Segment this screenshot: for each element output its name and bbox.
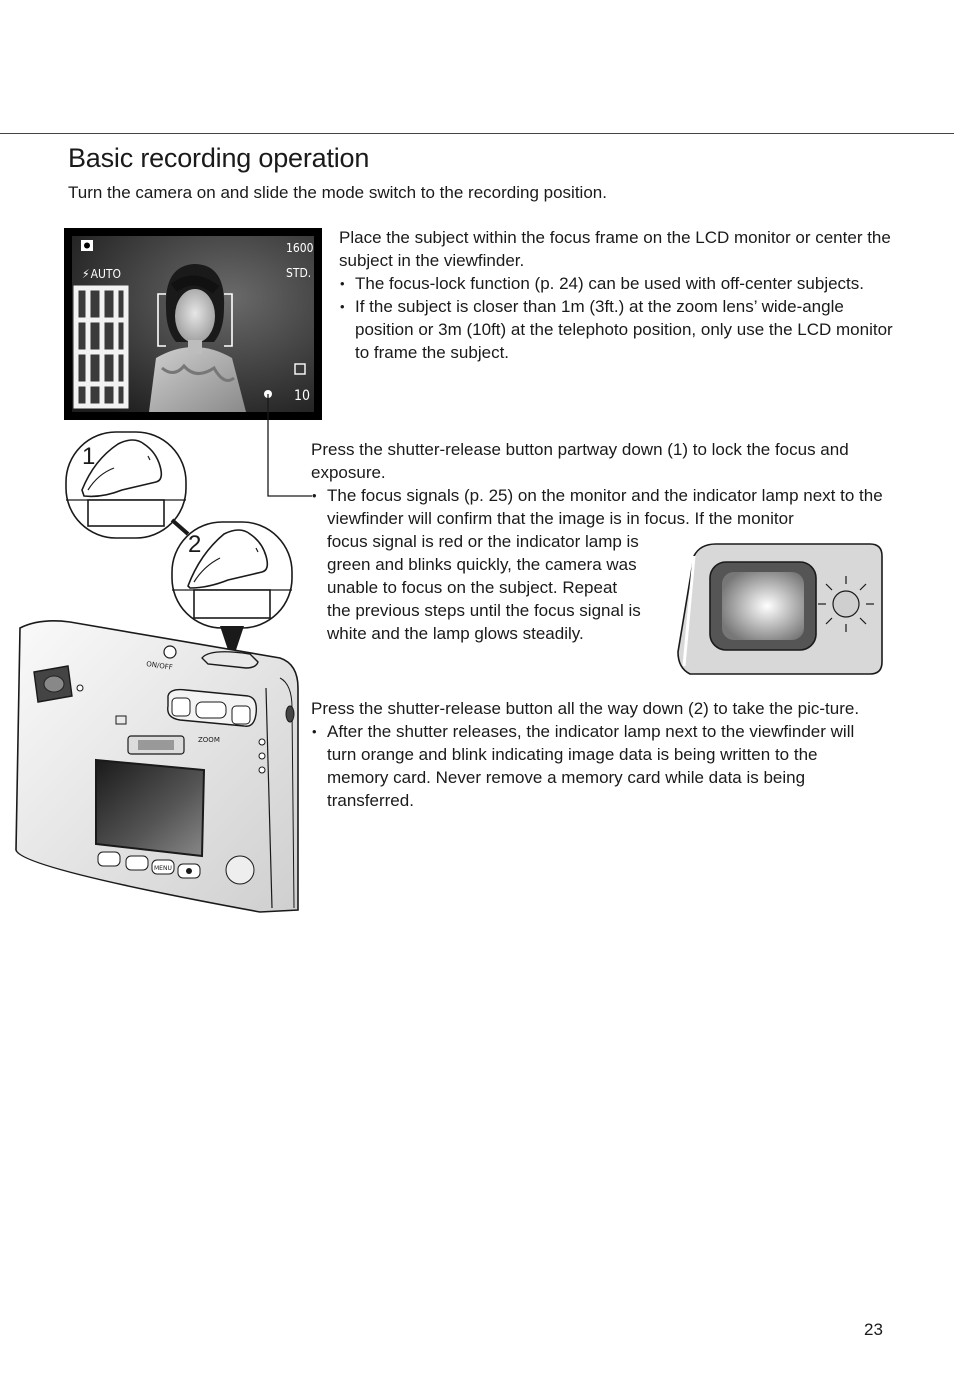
- step-three-bullets: [311, 720, 881, 812]
- step-two-paragraph: Press the shutter-release button partway down (1) to lock the focus and exposure.: [311, 440, 849, 482]
- step-two-bullets: [311, 484, 891, 530]
- zoom-left-button[interactable]: [172, 698, 190, 716]
- step-one-bullet: • The focus-lock function (p. 24) can be used with off-center subjects.: [339, 272, 899, 295]
- speaker-grille: [226, 856, 254, 884]
- center-button[interactable]: [196, 702, 226, 718]
- flash-mode-readout: ⚡AUTO: [82, 267, 121, 281]
- step-one-paragraph: Place the subject within the focus frame on the LCD monitor or center the subject in the viewfinder.: [339, 228, 891, 270]
- menu-button-label: MENU: [154, 865, 172, 872]
- step-one-bullets: [339, 272, 899, 364]
- zoom-label: ZOOM: [198, 736, 220, 744]
- window-lattice: [76, 288, 126, 406]
- flash-button[interactable]: [126, 856, 148, 870]
- step-two-bullet-continuation: focus signal is red or the indicator lamp is green and blinks quickly, the camera was unable to focus on the subject. Repeat the previous steps until the focus signal is white and the lamp glows steadily.: [327, 532, 641, 643]
- step-two-text: [311, 438, 891, 645]
- flash-mode-label: AUTO: [90, 267, 121, 281]
- frame-counter-readout: 10: [294, 388, 311, 404]
- step-two-label: 2: [188, 531, 202, 558]
- step-three-bullet: • After the shutter releases, the indicator lamp next to the viewfinder will turn orange and blink indicating image data is being written to the memory card. Never remove a memory card while data is being transferred.: [311, 720, 881, 812]
- intro-text: Turn the camera on and slide the mode switch to the recording position.: [68, 183, 607, 202]
- step-two-bubble: [172, 522, 292, 628]
- rear-lcd-screen: [96, 760, 204, 856]
- header-rule: [0, 133, 954, 134]
- step-one-bubble: [66, 432, 186, 538]
- image-quality-readout: STD.: [286, 266, 312, 280]
- step-three-paragraph: Press the shutter-release button all the way down (2) to take the pic-ture.: [311, 699, 860, 718]
- power-switch-label: ON/OFF: [145, 660, 174, 672]
- step-one-bullet: • If the subject is closer than 1m (3ft.) at the zoom lens’ wide-angle position or 3m (10ft) at the telephoto position, only use the LCD monitor to frame the subject.: [339, 295, 899, 364]
- page-title: Basic recording operation: [68, 143, 370, 173]
- zoom-right-button[interactable]: [232, 706, 250, 724]
- step-three-text: [311, 697, 881, 812]
- camera-body-illustration: [10, 618, 302, 918]
- page-number: 23: [864, 1320, 883, 1339]
- step-two-bullet: • The focus signals (p. 25) on the monitor and the indicator lamp next to the viewfinder will confirm that the image is in focus. If the monitor: [311, 484, 891, 530]
- display-button[interactable]: [98, 852, 120, 866]
- step-one-label: 1: [82, 443, 96, 470]
- step-one-text: [339, 226, 899, 364]
- camera-mode-icon: [81, 240, 93, 251]
- image-size-readout: 1600: [286, 241, 314, 255]
